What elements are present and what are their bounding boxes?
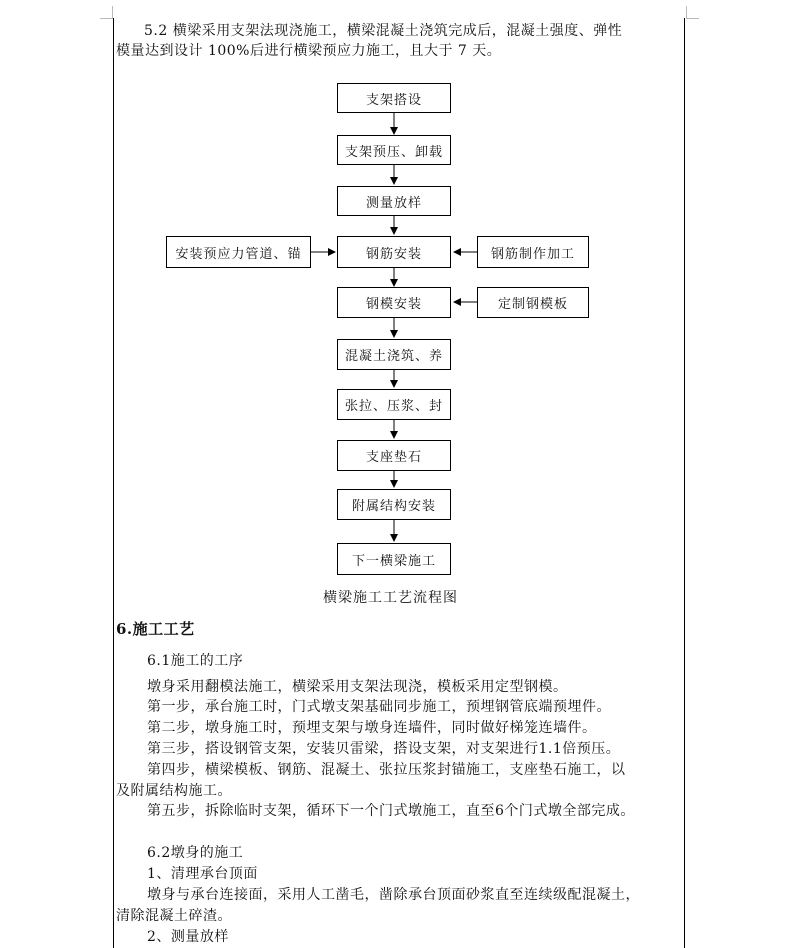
flow-step-10: 下一横梁施工 (337, 543, 451, 575)
list-item-heading: 2、测量放样 (147, 929, 229, 945)
paragraph-line: 第四步，横梁模板、钢筋、混凝土、张拉压浆封锚施工，支座垫石施工，以 (147, 762, 626, 778)
paragraph-line: 第一步，承台施工时，门式墩支架基础同步施工，预埋钢管底端预埋件。 (147, 699, 611, 715)
paragraph-line: 第二步，墩身施工时，预埋支架与墩身连墙件，同时做好梯笼连墙件。 (147, 720, 597, 736)
paragraph-line: 墩身采用翻模法施工，横梁采用支架法现浇，模板采用定型钢模。 (147, 679, 568, 695)
flow-step-8: 支座垫石 (337, 440, 451, 471)
flow-input-steel-formwork: 定制钢模板 (477, 287, 589, 318)
paragraph-line: 清除混凝土碎渣。 (116, 908, 232, 924)
paragraph-line: 及附属结构施工。 (116, 783, 232, 799)
flow-step-1: 支架搭设 (337, 83, 451, 113)
flow-step-2: 支架预压、卸载 (337, 135, 451, 165)
flow-step-3: 测量放样 (337, 186, 451, 216)
intro-line-2: 模量达到设计 100%后进行横梁预应力施工，且大于 7 天。 (116, 43, 502, 59)
subsection-heading: 6.2墩身的施工 (147, 845, 244, 861)
flow-step-6: 混凝土浇筑、养 (337, 339, 451, 370)
paragraph-line: 墩身与承台连接面，采用人工凿毛，凿除承台顶面砂浆直至连续级配混凝土， (147, 887, 640, 903)
flow-step-5: 钢模安装 (337, 287, 451, 318)
flow-input-prestress-duct: 安装预应力管道、锚 (166, 236, 311, 268)
flowchart-caption: 横梁施工工艺流程图 (323, 590, 458, 606)
flow-step-4: 钢筋安装 (337, 236, 451, 268)
flow-step-9: 附属结构安装 (337, 489, 451, 520)
intro-line-1: 5.2 横梁采用支架法现浇施工，横梁混凝土浇筑完成后，混凝土强度、弹性 (144, 23, 623, 39)
section-heading: 6.施工工艺 (116, 620, 195, 638)
paragraph-line: 第三步，搭设钢管支架，安装贝雷梁，搭设支架，对支架进行1.1倍预压。 (147, 741, 621, 757)
subsection-heading: 6.1施工的工序 (147, 653, 244, 669)
flow-step-7: 张拉、压浆、封 (337, 389, 451, 420)
list-item-heading: 1、清理承台顶面 (147, 866, 258, 882)
paragraph-line: 第五步，拆除临时支架，循环下一个门式墩施工，直至6个门式墩全部完成。 (147, 803, 635, 819)
flow-input-rebar-fabrication: 钢筋制作加工 (477, 236, 589, 268)
